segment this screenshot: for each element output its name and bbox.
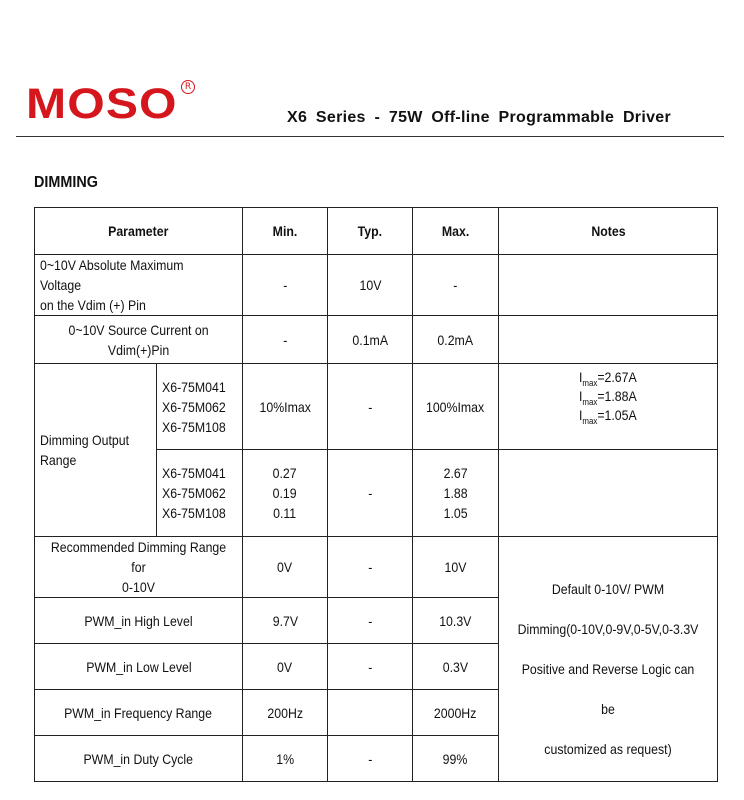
section-title: DIMMING	[34, 174, 98, 191]
max-cell: 10V	[413, 537, 499, 598]
typ-cell: 10V	[328, 255, 413, 316]
table-row	[35, 364, 718, 450]
max-cell: 0.2mA	[413, 316, 499, 364]
min-cell: 1%	[243, 736, 328, 782]
min-cell: 200Hz	[243, 690, 328, 736]
header-divider	[16, 136, 724, 137]
model-list: X6-75M041 X6-75M062 X6-75M108	[157, 364, 243, 450]
max-cell: 2.67 1.88 1.05	[413, 450, 499, 537]
max-cell: 99%	[413, 736, 499, 782]
param-pwm-frequency: PWM_in Frequency Range	[35, 690, 243, 736]
min-cell: 0.27 0.19 0.11	[243, 450, 328, 537]
typ-cell: -	[328, 598, 413, 644]
min-cell: -	[243, 255, 328, 316]
min-cell: 0V	[243, 537, 328, 598]
header-max: Max.	[413, 208, 499, 255]
typ-cell: -	[328, 537, 413, 598]
registered-mark-icon: R	[181, 80, 195, 94]
header-typ: Typ.	[328, 208, 413, 255]
shared-notes: Default 0-10V/ PWM Dimming(0-10V,0-9V,0-5V,0-3.3V Positive and Reverse Logic can be customized as request)	[499, 537, 718, 782]
min-cell: 0V	[243, 644, 328, 690]
max-cell: 0.3V	[413, 644, 499, 690]
max-cell: 10.3V	[413, 598, 499, 644]
dimming-spec-table	[34, 207, 718, 782]
header-notes: Notes	[499, 208, 718, 255]
typ-cell	[328, 690, 413, 736]
notes-cell	[499, 255, 718, 316]
header-min: Min.	[243, 208, 328, 255]
min-cell: 9.7V	[243, 598, 328, 644]
model-list: X6-75M041 X6-75M062 X6-75M108	[157, 450, 243, 537]
param-source-current: 0~10V Source Current on Vdim(+)Pin	[35, 316, 243, 364]
param-dimming-output-range: Dimming Output Range	[35, 364, 157, 537]
param-abs-max: 0~10V Absolute Maximum Voltage on the Vdim (+) Pin	[35, 255, 243, 316]
max-cell: 2000Hz	[413, 690, 499, 736]
min-cell: 10%Imax	[243, 364, 328, 450]
imax-notes: $I_{max}=2.67A$ $I_{max}=1.88A$ $I_{max}=1.05A$	[499, 364, 718, 450]
param-pwm-duty-cycle: PWM_in Duty Cycle	[35, 736, 243, 782]
table-header-row	[35, 208, 718, 255]
typ-cell: -	[328, 364, 413, 450]
param-pwm-low: PWM_in Low Level	[35, 644, 243, 690]
param-recommended-range: Recommended Dimming Range for 0-10V	[35, 537, 243, 598]
table-row	[35, 537, 718, 598]
max-cell: -	[413, 255, 499, 316]
typ-cell: -	[328, 736, 413, 782]
table-row	[35, 316, 718, 364]
notes-cell	[499, 450, 718, 537]
document-header-title: X6 Series - 75W Off-line Programmable Driver	[287, 109, 671, 126]
notes-cell	[499, 316, 718, 364]
min-cell: -	[243, 316, 328, 364]
typ-cell: -	[328, 644, 413, 690]
param-pwm-high: PWM_in High Level	[35, 598, 243, 644]
table-row	[35, 255, 718, 316]
header-parameter: Parameter	[35, 208, 243, 255]
max-cell: 100%Imax	[413, 364, 499, 450]
typ-cell: 0.1mA	[328, 316, 413, 364]
moso-logo: MOSO	[26, 80, 178, 128]
typ-cell: -	[328, 450, 413, 537]
